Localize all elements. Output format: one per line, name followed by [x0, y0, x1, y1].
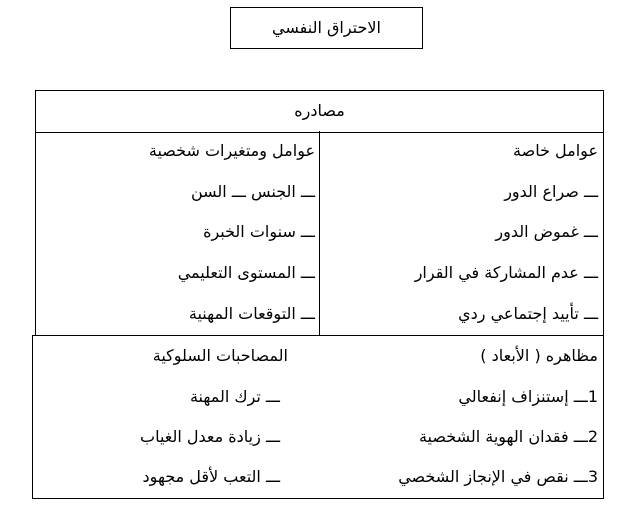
special-factor-item: ـــ غموض الدور: [495, 222, 598, 241]
dimension-item: 1ـــ إستنزاف إنفعالي: [458, 387, 598, 406]
behavioral-item: ـــ ترك المهنة: [189, 387, 280, 406]
personal-factor-item: ـــ المستوى التعليمي: [177, 263, 315, 282]
special-factors-heading: عوامل خاصة: [513, 141, 598, 160]
personal-factors-heading: عوامل ومتغيرات شخصية: [148, 141, 315, 160]
title-box: [230, 7, 423, 49]
behavioral-heading: المصاحبات السلوكية: [152, 346, 288, 365]
dimensions-heading: مظاهره ( الأبعاد ): [480, 346, 598, 365]
special-factor-item: ـــ عدم المشاركة في القرار: [414, 263, 598, 282]
special-factor-item: ـــ صراع الدور: [504, 182, 598, 201]
personal-factor-item: ـــ الجنس ـــ السن: [190, 182, 315, 201]
behavioral-item: ـــ التعب لأقل مجهود: [142, 467, 280, 486]
sources-header: مصادره: [294, 101, 345, 120]
dimension-item: 2ـــ فقدان الهوية الشخصية: [418, 427, 598, 446]
sources-header-row: [36, 91, 603, 133]
diagram-title: الاحتراق النفسي: [272, 18, 381, 37]
behavioral-item: ـــ زيادة معدل الغياب: [140, 427, 280, 446]
personal-factor-item: ـــ سنوات الخبرة: [203, 222, 315, 241]
personal-factor-item: ـــ التوقعات المهنية: [188, 304, 315, 323]
dimension-item: 3ـــ نقص في الإنجاز الشخصي: [398, 467, 598, 486]
sources-column-divider: [319, 131, 320, 335]
special-factor-item: ـــ تأييد إجتماعي ردي: [458, 304, 598, 323]
